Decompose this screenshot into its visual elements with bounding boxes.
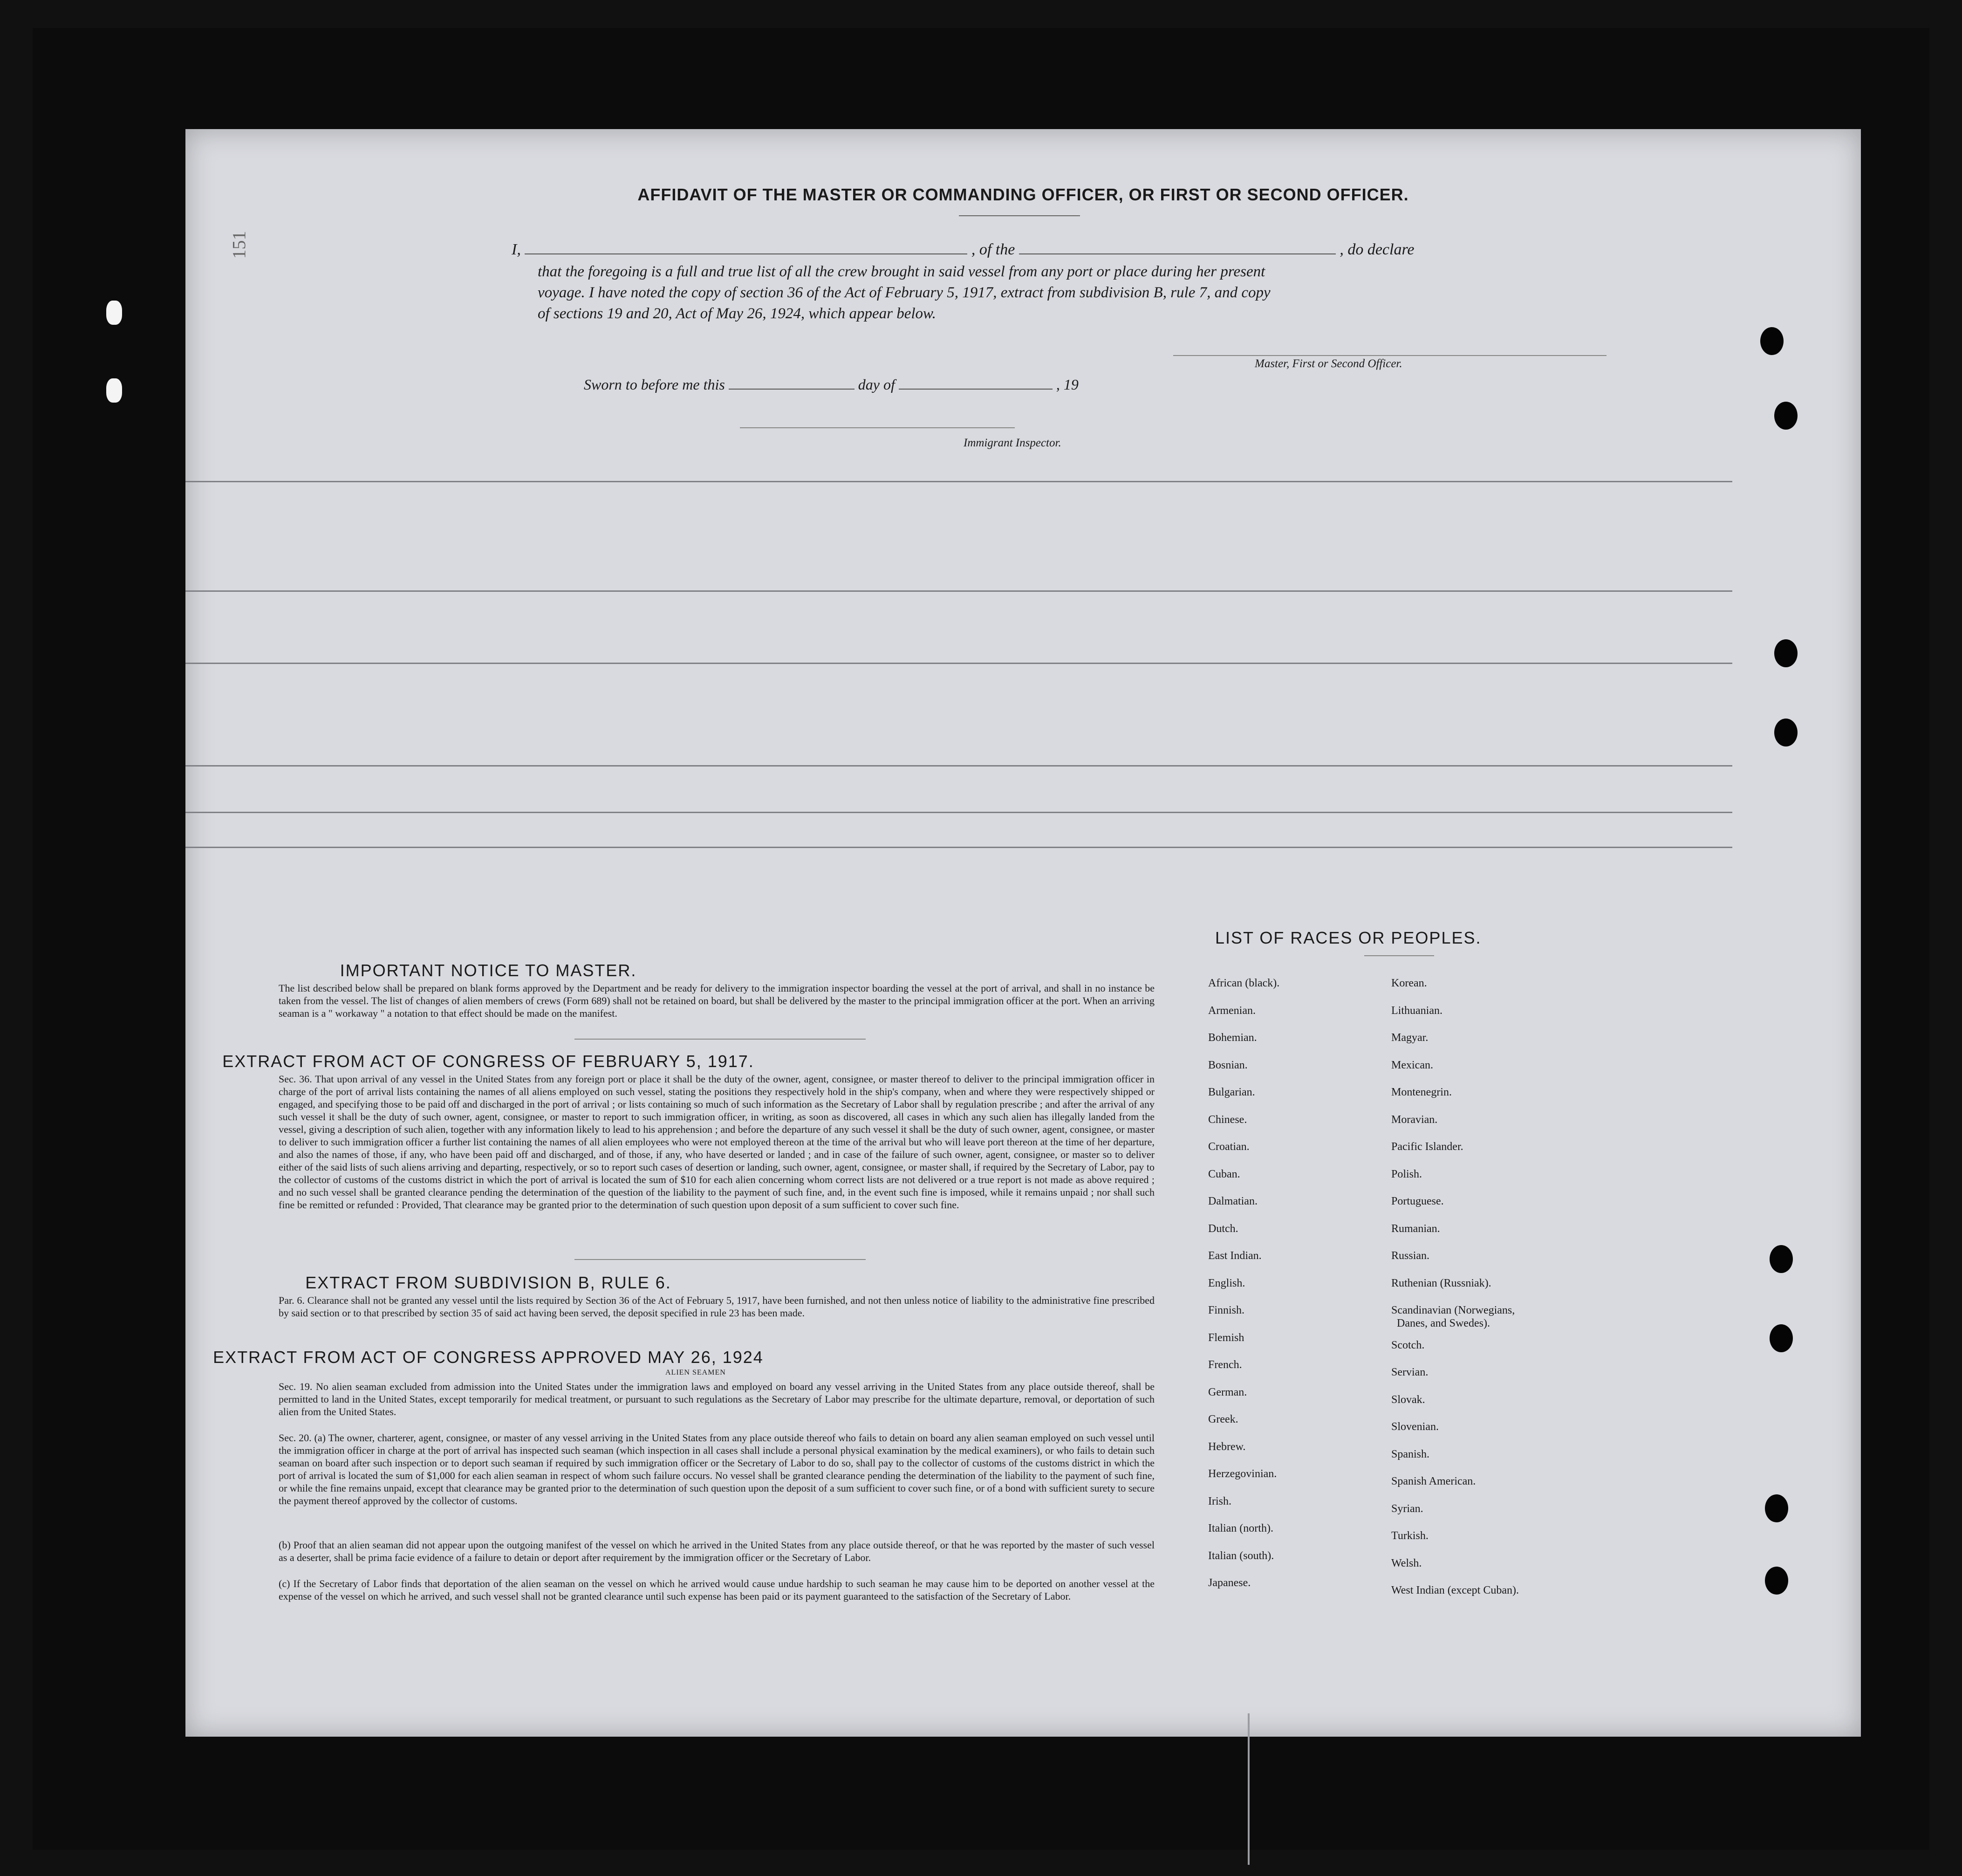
- extract-rule6-body: Par. 6. Clearance shall not be granted any vessel until the lists required by Section 36 of the Act of February 5, 1917, have been furnished, and not then unless notice of liability to the administrative fine prescribed by said section or to that prescribed by section 35 of said act having been served, the deposit specified in rule 23 has been made.: [279, 1294, 1155, 1319]
- paper-crease: [1248, 1713, 1250, 1865]
- extract-1917-body: Sec. 36. That upon arrival of any vessel in the United States from any foreign port or place it shall be the duty of the owner, agent, consignee, or master thereof to deliver to the principal immigration officer in charge of the port of arrival lists containing the names of all aliens employed on such vessel, stating the positions they respectively hold in the ship's company, when and where they were respectively shipped or engaged, and specifying those to be paid off and discharged in the port of arrival ; or lists containing so much of such information as the Secretary of Labor shall by regulation prescribe ; and after the arrival of any such vessel it shall be the duty of such owner, agent, consignee, or master to report to such immigration officer, in writing, as soon as discovered, all cases in which any such alien has illegally landed from the vessel, giving a description of such alien, together with any information likely to lead to his apprehension ; and before the departure of any such vessel it shall be the duty of such owner, agent, consignee, or master to deliver to such immigration officer a further list containing the names of all alien employees who were not employed thereon at the time of the arrival but who will leave port thereon at the time of her departure, and also the names of those, if any, who have been paid off and discharged, and of those, if any, who have deserted or landed ; and in case of the failure of such owner, agent, consignee, or master so to deliver either of the said lists of such aliens arriving and departing, respectively, or so to report such cases of desertion or landing, such owner, agent, consignee, or master shall, if required by the Secretary of Labor, pay to the collector of customs of the customs district in which the port of arrival is located the sum of $10 for each alien concerning whom correct lists are not delivered or a true report is not made as above required ; and no such vessel shall be granted clearance pending the determination of the question of the liability to the payment of such fine, and, in the event such fine is imposed, while it remains unpaid ; nor shall such fine be remitted or refunded : Provided, That clearance may be granted prior to the determination of such question upon deposit of a sum sufficient to cover such fine.: [279, 1073, 1155, 1211]
- race-item: German.: [1208, 1386, 1247, 1398]
- race-item: Korean.: [1391, 977, 1427, 989]
- race-item: Dutch.: [1208, 1222, 1238, 1235]
- notice-body: The list described below shall be prepared on blank forms approved by the Department and be ready for delivery to the immigration inspector boarding the vessel at the port of arrival, and shall in no instance be taken from the vessel. The list of changes of alien members of crews (Form 689) shall not be retained on board, but shall be delivered by the master to the principal immigration officer at the port. When an arriving seaman is a " workaway " a notation to that effect should be made on the manifest.: [279, 982, 1155, 1019]
- manifest-rule: [185, 481, 1732, 482]
- race-item: Greek.: [1208, 1413, 1238, 1425]
- binder-hole: [106, 301, 122, 325]
- signature-line[interactable]: [1173, 355, 1607, 356]
- sworn-day-blank[interactable]: [729, 389, 855, 390]
- extract-1917-title: EXTRACT FROM ACT OF CONGRESS OF FEBRUARY 5, 1917.: [222, 1052, 754, 1071]
- race-item: Magyar.: [1391, 1032, 1429, 1044]
- punch-hole: [1774, 402, 1798, 430]
- race-item: Japanese.: [1208, 1577, 1251, 1589]
- race-item: Bohemian.: [1208, 1032, 1257, 1044]
- affidavit-title: AFFIDAVIT OF THE MASTER OR COMMANDING OFFICER, OR FIRST OR SECOND OFFICER.: [637, 185, 1409, 204]
- race-item: Bosnian.: [1208, 1059, 1248, 1071]
- race-item: Scotch.: [1391, 1339, 1425, 1351]
- race-item: Italian (north).: [1208, 1522, 1273, 1534]
- extract-1924-title: EXTRACT FROM ACT OF CONGRESS APPROVED MAY 26, 1924: [213, 1348, 764, 1367]
- affidavit-i: I,: [512, 241, 521, 258]
- sworn-year: , 19: [1056, 376, 1079, 393]
- notice-title: IMPORTANT NOTICE TO MASTER.: [340, 961, 637, 980]
- race-item: Servian.: [1391, 1366, 1429, 1378]
- manifest-rule: [185, 765, 1732, 767]
- race-item: Polish.: [1391, 1168, 1422, 1180]
- affidavit-line-2: that the foregoing is a full and true list of all the crew brought in said vessel from any port or place during her present: [538, 263, 1265, 280]
- punch-hole: [1770, 1245, 1793, 1273]
- race-item: West Indian (except Cuban).: [1391, 1584, 1519, 1596]
- affidavit-line-3: voyage. I have noted the copy of section 36 of the Act of February 5, 1917, extract from subdivision B, rule 7, and copy: [538, 284, 1271, 301]
- race-item: Herzegovinian.: [1208, 1468, 1277, 1480]
- manifest-rule: [185, 590, 1732, 592]
- punch-hole: [1765, 1494, 1788, 1522]
- punch-hole: [1774, 639, 1798, 667]
- sworn-text: Sworn to before me this: [584, 376, 725, 393]
- margin-mark: 151: [228, 231, 250, 259]
- race-item: East Indian.: [1208, 1250, 1262, 1262]
- race-item: Turkish.: [1391, 1530, 1429, 1542]
- affidavit-of-the: , of the: [971, 241, 1015, 258]
- race-item: Mexican.: [1391, 1059, 1433, 1071]
- race-item: Armenian.: [1208, 1004, 1256, 1017]
- race-item: Cuban.: [1208, 1168, 1240, 1180]
- race-item: Bulgarian.: [1208, 1086, 1255, 1098]
- affidavit-do-declare: , do declare: [1340, 241, 1415, 258]
- affidavit-line-1: [512, 241, 1415, 259]
- punch-hole: [1774, 719, 1798, 746]
- punch-hole: [1765, 1567, 1788, 1595]
- race-item: Montenegrin.: [1391, 1086, 1452, 1098]
- divider: [959, 215, 1080, 216]
- race-item: Hebrew.: [1208, 1440, 1246, 1453]
- races-title: LIST OF RACES OR PEOPLES.: [1215, 928, 1482, 947]
- race-item: French.: [1208, 1359, 1242, 1371]
- race-item: Scandinavian (Norwegians,: [1391, 1304, 1515, 1316]
- race-item: Italian (south).: [1208, 1549, 1274, 1562]
- race-item: Slovak.: [1391, 1393, 1425, 1406]
- divider: [574, 1259, 866, 1260]
- race-item: Rumanian.: [1391, 1222, 1440, 1235]
- manifest-rule: [185, 847, 1732, 848]
- race-item: Syrian.: [1391, 1502, 1423, 1515]
- document-page: [185, 129, 1861, 1737]
- inspector-label: Immigrant Inspector.: [964, 437, 1061, 449]
- signature-label: Master, First or Second Officer.: [1255, 357, 1402, 370]
- race-item: Moravian.: [1391, 1113, 1438, 1126]
- manifest-rule: [185, 663, 1732, 664]
- affidavit-line-4: of sections 19 and 20, Act of May 26, 1924, which appear below.: [538, 305, 936, 322]
- name-blank[interactable]: [525, 253, 967, 254]
- extract-1924-sec20c: (c) If the Secretary of Labor finds that deportation of the alien seaman on the vessel on which he arrived would cause undue hardship to such seaman he may cause him to be deported on another vessel at the expense of the vessel on which he arrived, and such vessel shall not be granted clearance until such expense has been paid or its payment guaranteed to the satisfaction of the Secretary of Labor.: [279, 1578, 1155, 1602]
- extract-1924-subtitle: ALIEN SEAMEN: [665, 1369, 726, 1376]
- race-item: Ruthenian (Russniak).: [1391, 1277, 1491, 1289]
- race-item: Welsh.: [1391, 1557, 1422, 1569]
- sworn-month-blank[interactable]: [899, 389, 1053, 390]
- race-item: Croatian.: [1208, 1141, 1250, 1153]
- divider: [574, 1039, 866, 1040]
- punch-hole: [1760, 327, 1784, 355]
- race-item: Spanish.: [1391, 1448, 1430, 1460]
- inspector-signature-line[interactable]: [740, 427, 1015, 428]
- race-item: Lithuanian.: [1391, 1004, 1442, 1017]
- extract-1924-sec20b: (b) Proof that an alien seaman did not appear upon the outgoing manifest of the vessel on which he arrived in the United States from any place outside thereof, or that he was reported by the master of such vessel as a deserter, shall be prima facie evidence of a failure to detain or deport after requirement by the immigration officer or the Secretary of Labor.: [279, 1539, 1155, 1563]
- race-item: Flemish: [1208, 1331, 1244, 1344]
- extract-1924-sec20a: Sec. 20. (a) The owner, charterer, agent, consignee, or master of any vessel arriving in the United States from any place outside thereof who fails to detain on board any alien seaman employed on such vessel until the immigration officer in charge at the port of arrival has inspected such seaman (which inspection in all cases shall include a personal physical examination by the medical examiners), or who fails to detain such seaman on board after such inspection or to deport such seaman if required by such immigration officer or the Secretary of Labor to do so, shall pay to the collector of customs of the customs district in which the port of arrival is located the sum of $1,000 for each alien seaman in respect of whom such failure occurs. No vessel shall be granted clearance pending the determination of the liability to the payment of such fine, or while the fine remains unpaid, except that clearance may be granted prior to the determination of such question upon the deposit of a sum sufficient to cover such fine, or of a bond with sufficient surety to secure the payment thereof approved by the collector of customs.: [279, 1432, 1155, 1506]
- race-item: Pacific Islander.: [1391, 1141, 1463, 1153]
- divider: [1364, 955, 1434, 956]
- scandinavian-continuation: Danes, and Swedes).: [1397, 1317, 1490, 1329]
- race-item: Chinese.: [1208, 1113, 1247, 1126]
- race-item: Dalmatian.: [1208, 1195, 1258, 1207]
- extract-rule6-title: EXTRACT FROM SUBDIVISION B, RULE 6.: [305, 1273, 671, 1292]
- race-item: Portuguese.: [1391, 1195, 1444, 1207]
- race-item: Slovenian.: [1391, 1421, 1439, 1433]
- sworn-line: [584, 376, 1079, 393]
- sworn-day-of: day of: [858, 376, 895, 393]
- race-item: African (black).: [1208, 977, 1280, 989]
- race-item: Russian.: [1391, 1250, 1430, 1262]
- race-item: Spanish American.: [1391, 1475, 1476, 1487]
- vessel-blank[interactable]: [1019, 253, 1336, 254]
- punch-hole: [1770, 1324, 1793, 1352]
- race-item: Finnish.: [1208, 1304, 1245, 1316]
- race-item: Irish.: [1208, 1495, 1231, 1507]
- binder-hole: [106, 378, 122, 403]
- manifest-rule: [185, 812, 1732, 813]
- extract-1924-sec19: Sec. 19. No alien seaman excluded from admission into the United States under the immigration laws and employed on board any vessel arriving in the United States from any place outside thereof, shall be permitted to land in the United States, except temporarily for medical treatment, or pursuant to such regulations as the Secretary of Labor may prescribe for the ultimate departure, removal, or deportation of such alien from the United States.: [279, 1381, 1155, 1417]
- race-item: English.: [1208, 1277, 1245, 1289]
